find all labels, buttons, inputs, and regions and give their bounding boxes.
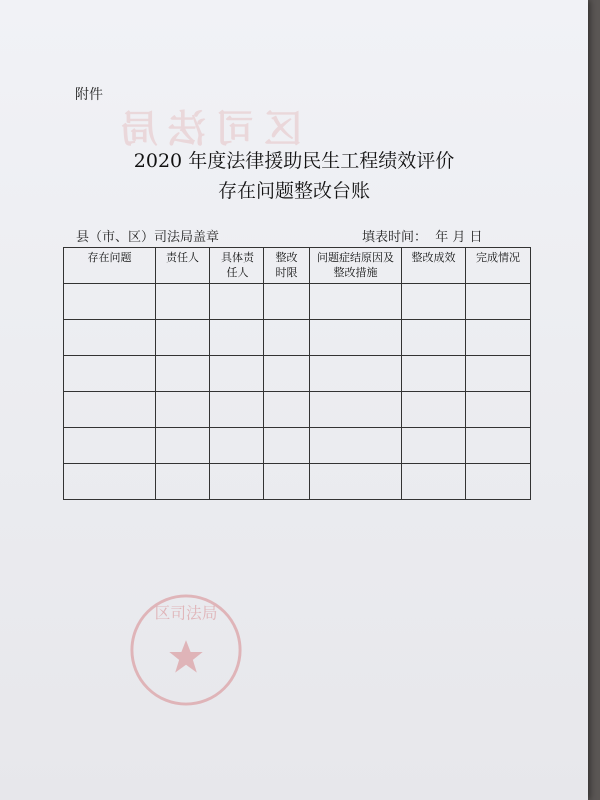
table-cell[interactable] — [210, 320, 264, 356]
table-cell[interactable] — [64, 356, 156, 392]
table-cell[interactable] — [310, 464, 402, 500]
official-seal-stamp — [127, 591, 245, 709]
seal-text: 区司法局 — [154, 603, 218, 623]
table-cell[interactable] — [466, 464, 531, 500]
bleed-through-text: 区司法局 — [110, 106, 303, 151]
table-cell[interactable] — [264, 320, 310, 356]
table-cell[interactable] — [156, 428, 210, 464]
table-row — [64, 428, 531, 464]
table-cell[interactable] — [264, 464, 310, 500]
table-cell[interactable] — [156, 464, 210, 500]
table-row — [64, 320, 531, 356]
table-cell[interactable] — [64, 464, 156, 500]
table-cell[interactable] — [156, 356, 210, 392]
table-cell[interactable] — [310, 392, 402, 428]
table-cell[interactable] — [310, 284, 402, 320]
table-cell[interactable] — [466, 320, 531, 356]
header-problem: 存在问题 — [64, 248, 156, 284]
table-cell[interactable] — [264, 284, 310, 320]
table-cell[interactable] — [210, 284, 264, 320]
header-cause-and-measures: 问题症结原因及整改措施 — [310, 248, 402, 284]
table-cell[interactable] — [210, 428, 264, 464]
table-header-row — [64, 248, 531, 284]
header-rectification-result: 整改成效 — [402, 248, 466, 284]
table-row — [64, 464, 531, 500]
document-subtitle: 存在问题整改台账 — [217, 180, 370, 202]
table-cell[interactable] — [210, 356, 264, 392]
header-specific-responsible-person: 具体责任人 — [210, 248, 264, 284]
table-cell[interactable] — [466, 356, 531, 392]
table-cell[interactable] — [310, 320, 402, 356]
table-cell[interactable] — [466, 428, 531, 464]
header-responsible-person: 责任人 — [156, 248, 210, 284]
county-seal-label: 县（市、区）司法局盖章 — [76, 230, 220, 245]
table-row — [64, 284, 531, 320]
table-cell[interactable] — [64, 284, 156, 320]
table-cell[interactable] — [156, 320, 210, 356]
table-cell[interactable] — [466, 284, 531, 320]
star-icon — [169, 640, 202, 672]
attachment-label: 附件 — [75, 87, 103, 103]
document-title: 2020 年度法律援助民生工程绩效评价 — [133, 150, 455, 172]
table-cell[interactable] — [402, 428, 466, 464]
table-cell[interactable] — [402, 320, 466, 356]
header-deadline: 整改时限 — [264, 248, 310, 284]
table-cell[interactable] — [402, 284, 466, 320]
table-cell[interactable] — [402, 464, 466, 500]
table-cell[interactable] — [156, 284, 210, 320]
table-cell[interactable] — [264, 428, 310, 464]
fill-time-label: 填表时间： 年 月 日 — [362, 230, 483, 245]
table-cell[interactable] — [466, 392, 531, 428]
table-cell[interactable] — [402, 356, 466, 392]
table-row — [64, 356, 531, 392]
table-cell[interactable] — [156, 392, 210, 428]
table-cell[interactable] — [310, 428, 402, 464]
table-cell[interactable] — [402, 392, 466, 428]
table-row — [64, 392, 531, 428]
header-completion-status: 完成情况 — [466, 248, 531, 284]
table-cell[interactable] — [64, 320, 156, 356]
table-cell[interactable] — [210, 392, 264, 428]
rectification-ledger-table — [63, 247, 531, 500]
table-cell[interactable] — [310, 356, 402, 392]
table-cell[interactable] — [64, 392, 156, 428]
table-cell[interactable] — [210, 464, 264, 500]
table-cell[interactable] — [264, 356, 310, 392]
table-cell[interactable] — [264, 392, 310, 428]
table-cell[interactable] — [64, 428, 156, 464]
